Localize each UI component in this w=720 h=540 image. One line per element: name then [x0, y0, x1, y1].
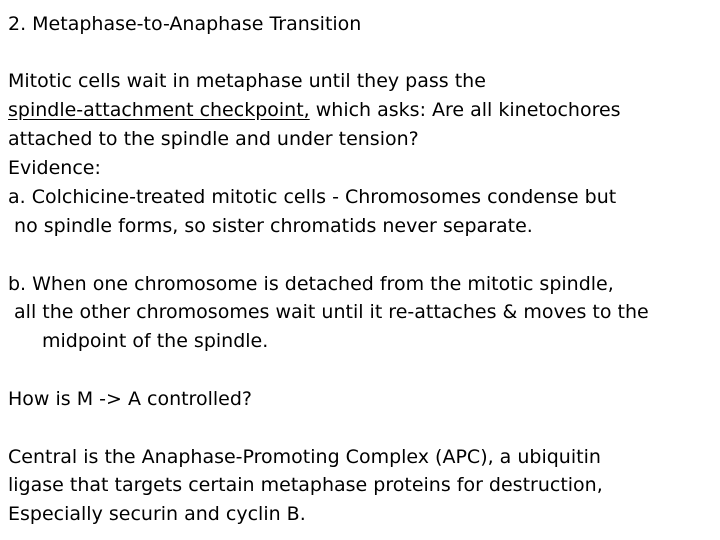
- evidence-b-line-2: all the other chromosomes wait until it re-attaches & moves to the: [8, 301, 649, 323]
- intro-line-2-rest: which asks: Are all kinetochores: [309, 99, 621, 121]
- evidence-label: Evidence:: [8, 157, 101, 179]
- intro-line-2: [8, 96, 621, 125]
- apc-line-3: Especially securin and cyclin B.: [8, 503, 306, 525]
- evidence-a-line-2: no spindle forms, so sister chromatids never separate.: [8, 215, 533, 237]
- apc-line-2: ligase that targets certain metaphase proteins for destruction,: [8, 474, 603, 496]
- question: How is M -> A controlled?: [8, 388, 252, 410]
- evidence-b-line-3: midpoint of the spindle.: [42, 330, 269, 352]
- checkpoint-term: spindle-attachment checkpoint,: [8, 99, 310, 121]
- evidence-b-line-1: b. When one chromosome is detached from the mitotic spindle,: [8, 273, 614, 295]
- intro-line-3: attached to the spindle and under tension?: [8, 128, 419, 150]
- apc-line-1: Central is the Anaphase-Promoting Complex (APC), a ubiquitin: [8, 446, 601, 468]
- evidence-a-line-1: a. Colchicine-treated mitotic cells - Chromosomes condense but: [8, 186, 617, 208]
- page-title: 2. Metaphase-to-Anaphase Transition: [8, 13, 362, 35]
- intro-line-1: Mitotic cells wait in metaphase until they pass the: [8, 70, 486, 92]
